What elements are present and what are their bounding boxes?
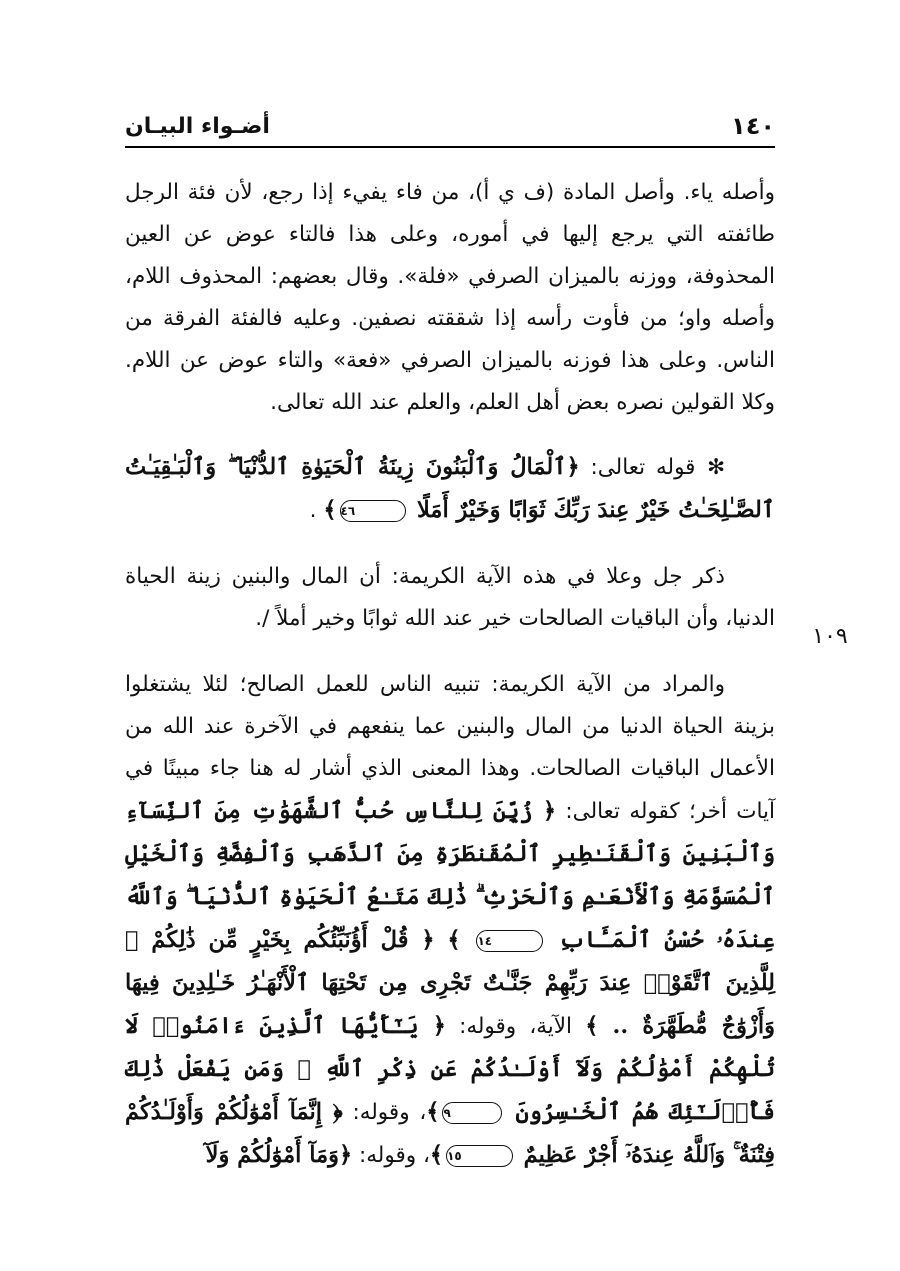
verse-intro: قوله تعالى:	[590, 455, 696, 480]
tail-text: ، وقوله:	[359, 1143, 430, 1168]
paragraph-verse-heading: ✻ قوله تعالى: ﴿ٱلْمَالُ وَٱلْبَنُونَ زِينَةُ ٱلْحَيَوٰةِ ٱلدُّنْيَا ۖ وَٱلْبَـٰقِيَـٰتُ ٱلصَّـٰلِحَـٰتُ خَيْرٌ عِندَ رَبِّكَ ثَوَابًا وَخَيْرٌ أَمَلًا ٤٦﴾ .	[125, 454, 775, 523]
margin-page-reference: ١٠٩	[812, 624, 848, 649]
paragraph-explanation: ذكر جل وعلا في هذه الآية الكريمة: أن المال والبنين زينة الحياة الدنيا، وأن الباقيات الصالحات خير عند الله ثوابًا وخير أملاً /.	[125, 564, 775, 631]
paragraph-meaning	[125, 664, 775, 1177]
asterisk-marker: ✻	[695, 455, 725, 480]
running-title: أضـواء البيـان	[125, 114, 270, 139]
paragraph-etymology: وأصله ياء. وأصل المادة (ف ي أ)، من فاء يفيء إذا رجع، لأن فئة الرجل طائفته التي يرجع إليها في أموره، وعلى هذا فالتاء عوض عن العين المحذوفة، ووزنه بالميزان الصرفي «فلة». وقال بعضهم: المحذوف اللام، وأصله واو؛ من فأوت رأسه إذا شققته نصفين. وعليه فالفئة الفرقة من الناس. وعلى هذا فوزنه بالميزان الصرفي «فعة» والتاء عوض عن اللام. وكلا القولين نصره بعض أهل العلم، والعلم عند الله تعالى.	[125, 180, 775, 415]
ayah-number: ٤٦	[340, 500, 407, 522]
tail-text: ، وقوله:	[352, 1100, 427, 1125]
ayah-number: ١٥	[446, 1145, 513, 1167]
quran-verse: ﴿ إِنَّمَآ أَمْوَٰلُكُمْ وَأَوْلَـٰدُكُمْ فِتْنَةٌ ۚ وَٱللَّهُ عِندَهُۥٓ أَجْرٌ عَظِيمٌ ١٥﴾	[125, 1099, 775, 1168]
quran-verse: ﴿ يَـٰٓأَيُّهَا ٱلَّذِينَ ءَامَنُوا۟ لَا تُلْهِكُمْ أَمْوَٰلُكُمْ وَلَآ أَوْلَـٰدُكُمْ عَن ذِكْرِ ٱللَّهِ ۚ وَمَن يَفْعَلْ ذَٰلِكَ فَأُو۟لَـٰٓئِكَ هُمُ ٱلْخَـٰسِرُونَ ٩﴾	[125, 1013, 775, 1125]
tail-text: الآية، وقوله:	[459, 1014, 573, 1039]
page-header	[125, 108, 775, 148]
quran-verse: ﴿ زُيِّنَ لِلنَّاسِ حُبُّ ٱلشَّهَوَٰتِ مِنَ ٱلنِّسَآءِ وَٱلْبَنِينَ وَٱلْقَنَـٰطِيرِ ٱلْمُقَنطَرَةِ مِنَ ٱلذَّهَبِ وَٱلْفِضَّةِ وَٱلْخَيْلِ ٱلْمُسَوَّمَةِ وَٱلْأَنْعَـٰمِ وَٱلْحَرْثِ ۗ ذَٰلِكَ مَتَـٰعُ ٱلْحَيَوٰةِ ٱلدُّنْيَا ۖ وَٱللَّهُ عِندَهُۥ حُسْنُ ٱلْمَـَٔابِ ١٤ ﴾ ﴿ قُلْ أَؤُنَبِّئُكُم بِخَيْرٍ مِّن ذَٰلِكُمْ ۚ لِلَّذِينَ ٱتَّقَوْا۟ عِندَ رَبِّهِمْ جَنَّـٰتٌ تَجْرِى مِن تَحْتِهَا ٱلْأَنْهَـٰرُ خَـٰلِدِينَ فِيهَا وَأَزْوَٰجٌ مُّطَهَّرَةٌ .. ﴾	[125, 798, 775, 1039]
page-body	[125, 172, 775, 1177]
ayah-number: ١٤	[476, 930, 543, 952]
meaning-text: والمراد من الآية الكريمة: تنبيه الناس للعمل الصالح؛ لئلا يشتغلوا بزينة الحياة الدنيا من المال والبنين عما ينفعهم في الآخرة عند الله من الأعمال الباقيات الصالحات. وهذا المعنى الذي أشار له هنا جاء مبينًا في آيات أخر؛ كقوله تعالى:	[125, 672, 775, 824]
quran-verse: ﴿وَمَآ أَمْوَٰلُكُمْ وَلَآ	[205, 1142, 353, 1168]
ayah-number: ٩	[442, 1102, 501, 1124]
quran-verse: ﴿ٱلْمَالُ وَٱلْبَنُونَ زِينَةُ ٱلْحَيَوٰةِ ٱلدُّنْيَا ۖ وَٱلْبَـٰقِيَـٰتُ ٱلصَّـٰلِحَـٰتُ خَيْرٌ عِندَ رَبِّكَ ثَوَابًا وَخَيْرٌ أَمَلًا ٤٦﴾	[125, 454, 775, 523]
page-number: ١٤٠	[731, 112, 775, 140]
